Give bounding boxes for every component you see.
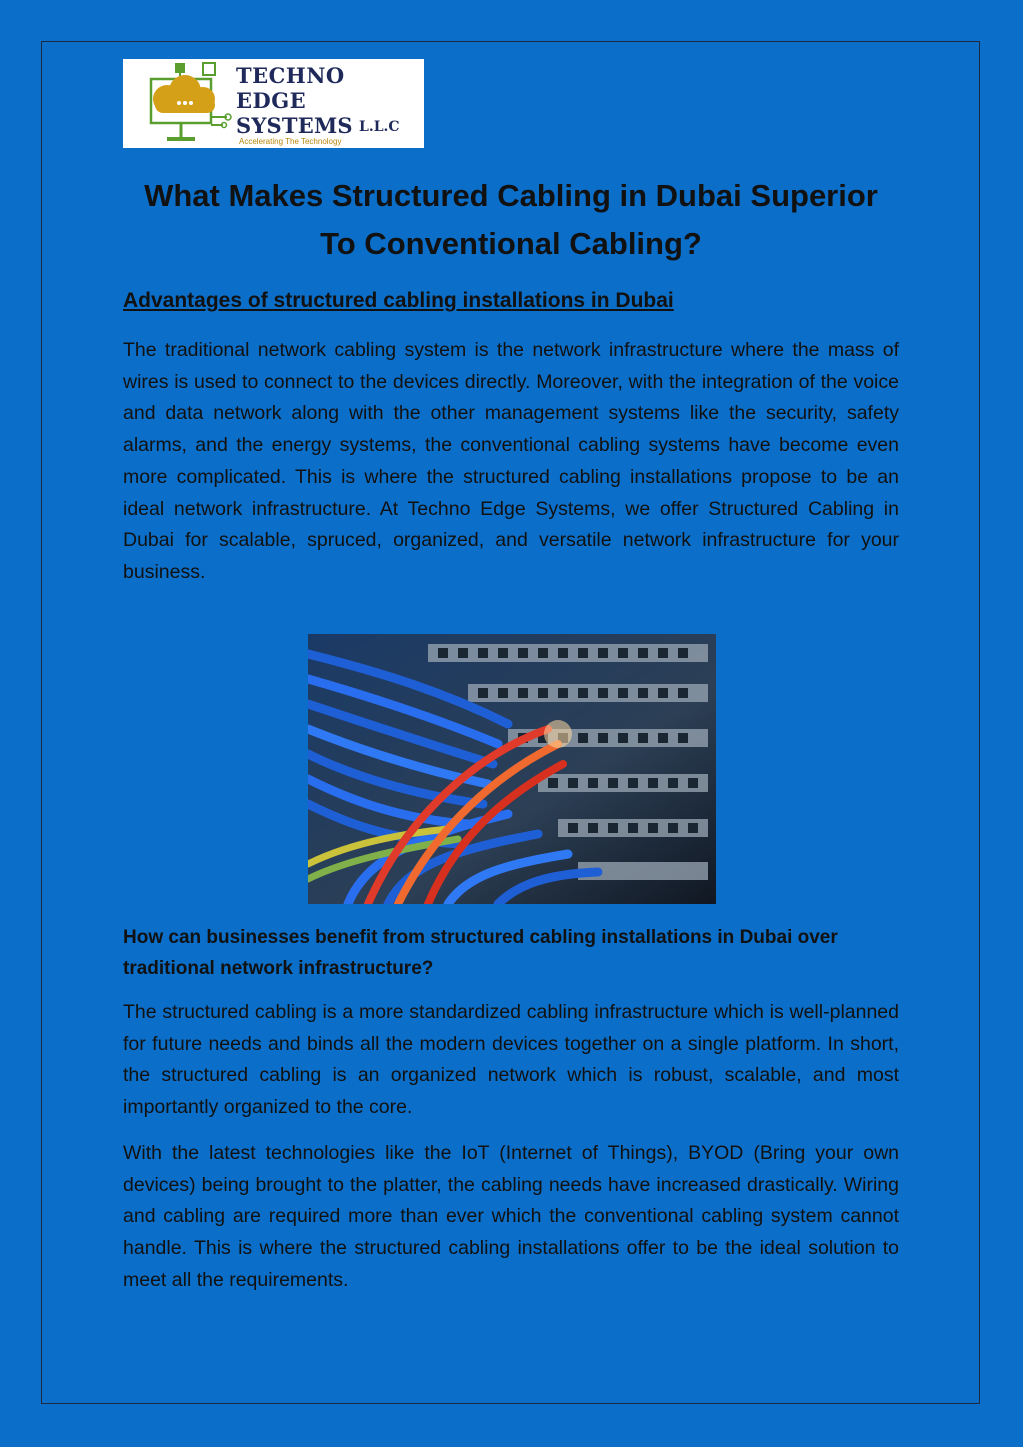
section1-paragraph: The traditional network cabling system is the network infrastructure where the mass of wires is used to connect to the devices directly. Moreover, with the integration of the voice and data network along with the other management systems like the security, safety alarms, and the energy systems, the conventional cabling systems have become even more complicated. This is where the structured cabling installations propose to be an ideal network infrastructure. At Techno Edge Systems, we offer Structured Cabling in Dubai for scalable, spruced, organized, and versatile network infrastructure for your business.: [123, 339, 899, 583]
page-title: What Makes Structured Cabling in Dubai Superior To Conventional Cabling?: [144, 178, 878, 261]
logo-text-line3: SYSTEMS: [236, 113, 353, 138]
network-cables-photo: [308, 634, 716, 904]
section2-paragraph1: The structured cabling is a more standardized cabling infrastructure which is well-planned for future needs and binds all the modern devices together on a single platform. In short, the structured cabling is an organized network which is robust, scalable, and most importantly organized to the core.: [123, 1001, 899, 1119]
logo-suffix: L.L.C: [359, 119, 400, 135]
section2-paragraph2: With the latest technologies like the IoT (Internet of Things), BYOD (Bring your own devices) being brought to the platter, the cabling needs have increased drastically. Wiring and cabling are required more than ever which the conventional cabling system cannot handle. This is where the structured cabling installations offer to be the ideal solution to meet all the requirements.: [123, 1142, 899, 1291]
logo-text-line2: EDGE: [236, 88, 307, 113]
section1-heading: Advantages of structured cabling installations in Dubai: [123, 289, 674, 312]
logo-text-line1: TECHNO: [236, 63, 345, 88]
logo-tagline: Accelerating The Technology: [239, 137, 342, 146]
section2-heading: How can businesses benefit from structured cabling installations in Dubai over traditional network infrastructure?: [123, 927, 838, 979]
cloud-network-icon: [123, 59, 235, 148]
company-logo: [123, 59, 424, 148]
